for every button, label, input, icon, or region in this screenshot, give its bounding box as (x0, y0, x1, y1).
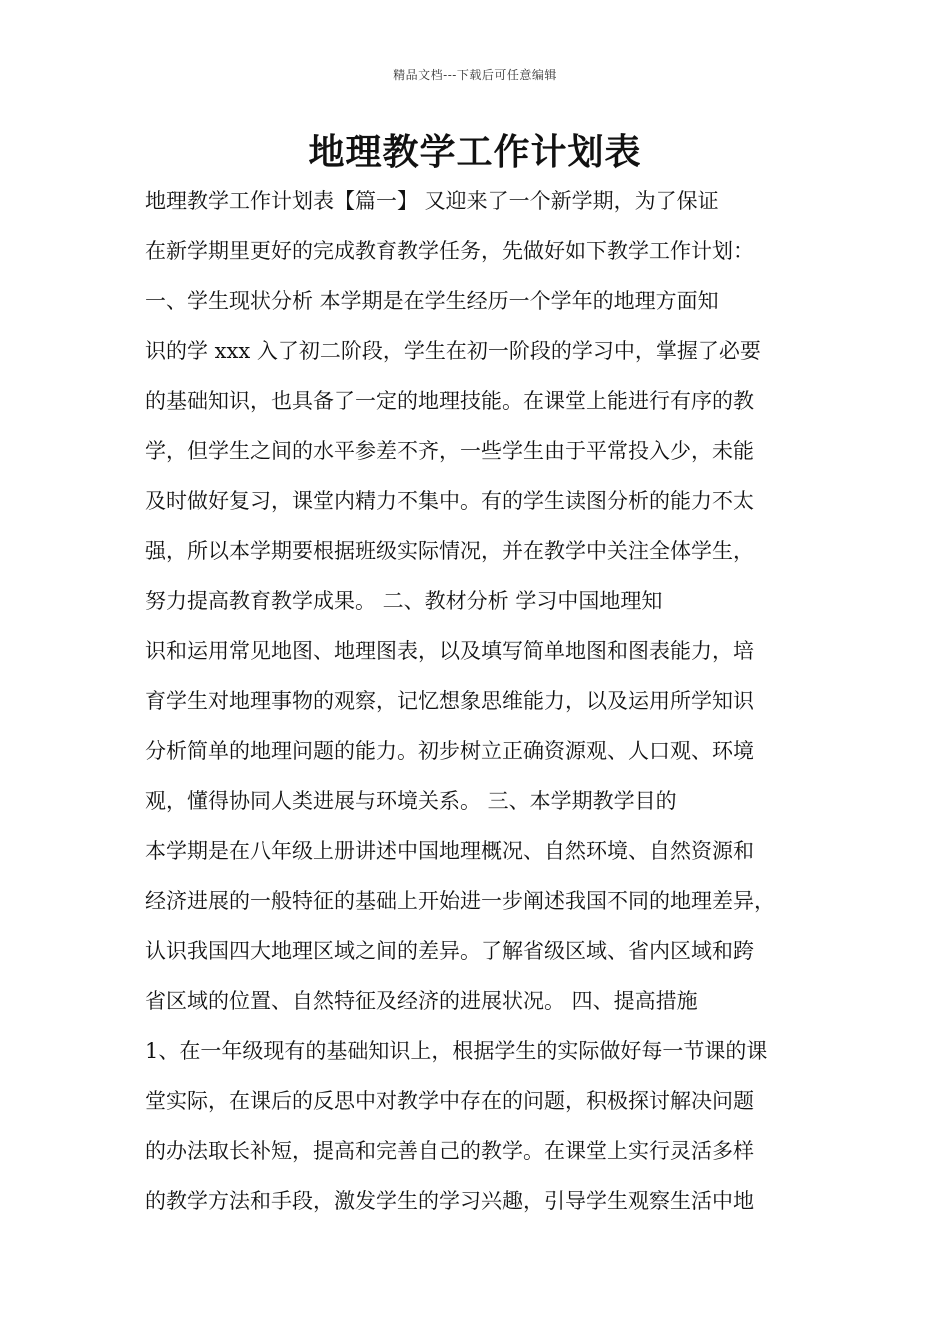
body-line: 识和运用常见地图、地理图表，以及填写简单地图和图表能力，培 (145, 639, 754, 663)
body-line: 观，懂得协同人类进展与环境关系。 三、本学期教学目的 (145, 789, 677, 813)
body-line: 的办法取长补短，提高和完善自己的教学。在课堂上实行灵活多样 (145, 1139, 754, 1163)
body-line: 在新学期里更好的完成教育教学任务，先做好如下教学工作计划： (145, 239, 754, 263)
header-note: 精品文档---下载后可任意编辑 (393, 68, 557, 82)
body-line: 学，但学生之间的水平参差不齐，一些学生由于平常投入少，未能 (145, 439, 754, 463)
body-line: 分析简单的地理问题的能力。初步树立正确资源观、人口观、环境 (145, 739, 754, 763)
body-line: 一、学生现状分析 本学期是在学生经历一个学年的地理方面知 (145, 289, 719, 313)
body-line: 育学生对地理事物的观察，记忆想象思维能力，以及运用所学知识 (145, 689, 754, 713)
body-line: 本学期是在八年级上册讲述中国地理概况、自然环境、自然资源和 (145, 839, 754, 863)
body-line: 省区域的位置、自然特征及经济的进展状况。 四、提高措施 (145, 989, 698, 1013)
body-line: 强，所以本学期要根据班级实际情况，并在教学中关注全体学生， (145, 539, 754, 563)
body-line: 的教学方法和手段，激发学生的学习兴趣，引导学生观察生活中地 (145, 1189, 754, 1213)
body-line: 经济进展的一般特征的基础上开始进一步阐述我国不同的地理差异， (145, 889, 775, 913)
body-line: 1、在一年级现有的基础知识上，根据学生的实际做好每一节课的课 (145, 1039, 768, 1063)
body-text (145, 176, 815, 1226)
body-line: 堂实际，在课后的反思中对教学中存在的问题，积极探讨解决问题 (145, 1089, 754, 1113)
body-line: 识的学 xxx 入了初二阶段，学生在初一阶段的学习中，掌握了必要 (145, 339, 761, 363)
body-line: 地理教学工作计划表【篇一】 又迎来了一个新学期，为了保证 (145, 189, 719, 213)
document-title: 地理教学工作计划表 (308, 131, 642, 173)
body-line: 努力提高教育教学成果。 二、教材分析 学习中国地理知 (145, 589, 663, 613)
body-line: 认识我国四大地理区域之间的差异。了解省级区域、省内区域和跨 (145, 939, 754, 963)
body-line: 及时做好复习，课堂内精力不集中。有的学生读图分析的能力不太 (145, 489, 754, 513)
body-line: 的基础知识，也具备了一定的地理技能。在课堂上能进行有序的教 (145, 389, 754, 413)
